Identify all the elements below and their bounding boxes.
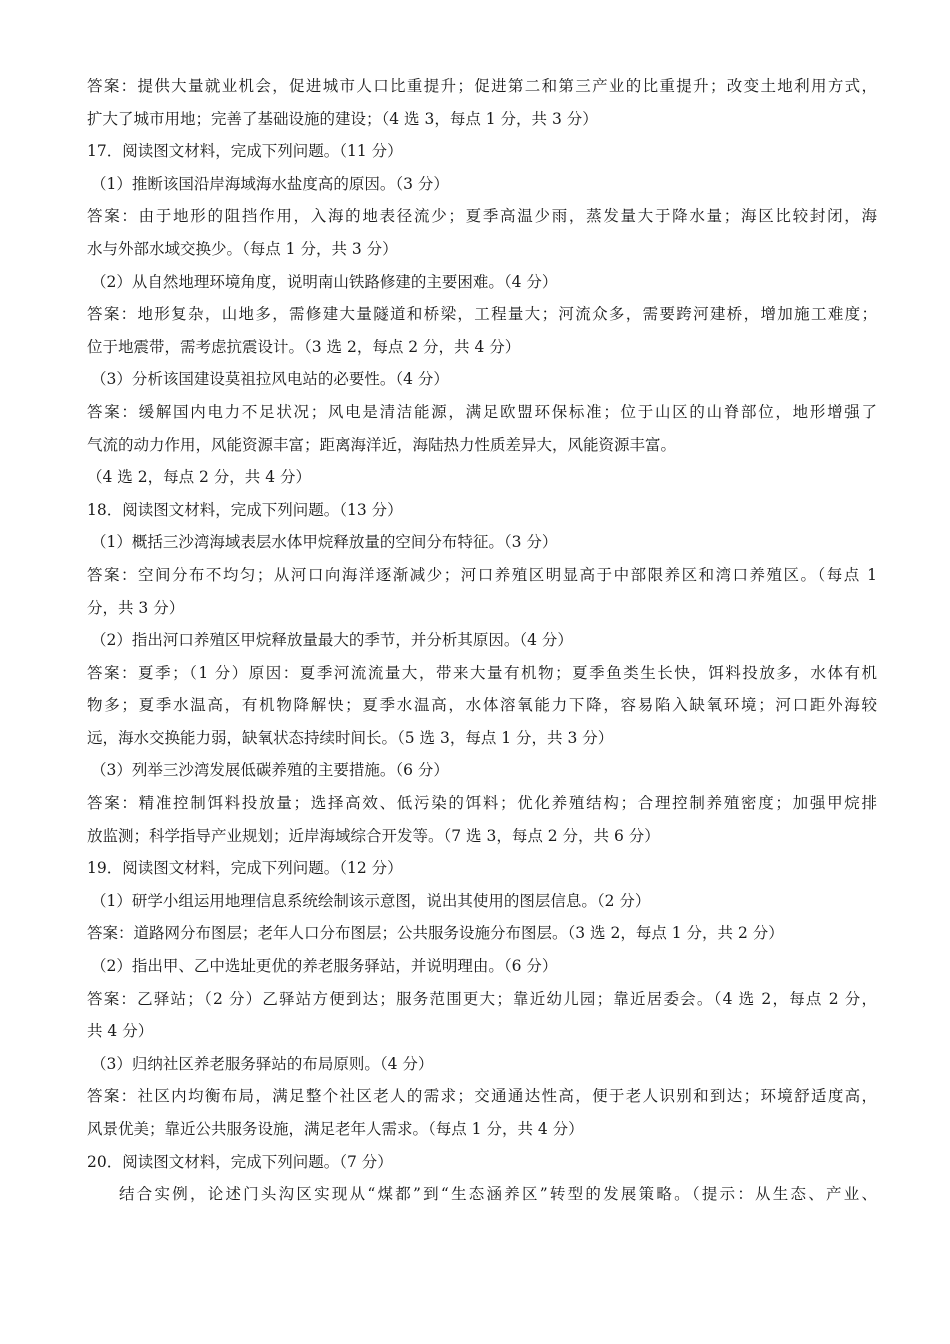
answer-19-2-line-1: 答案：乙驿站；（2 分）乙驿站方便到达；服务范围更大；靠近幼儿园；靠近居委会。（4 选 2，每点 2 分，: [87, 989, 877, 1008]
answer-19-2-line-2: 共 4 分）: [87, 1022, 154, 1041]
answer-18-1-line-2: 分，共 3 分）: [87, 598, 185, 617]
answer-17-3-line-1: 答案：缓解国内电力不足状况；风电是清洁能源，满足欧盟环保标准；位于山区的山脊部位，地形增强了: [87, 402, 877, 421]
answer-16-line-1: 答案：提供大量就业机会，促进城市人口比重提升；促进第二和第三产业的比重提升；改变土地利用方式，: [87, 77, 877, 95]
answer-16-line-2: 扩大了城市用地；完善了基础设施的建设；（4 选 3，每点 1 分，共 3 分）: [87, 109, 598, 128]
question-19-heading: 19．阅读图文材料，完成下列问题。（12 分）: [87, 859, 403, 878]
question-20-prompt: 结合实例，论述门头沟区实现从“煤都”到“生态涵养区”转型的发展策略。（提示：从生态、产业、: [119, 1185, 877, 1204]
answer-19-1: 答案：道路网分布图层；老年人口分布图层；公共服务设施分布图层。（3 选 2，每点 1 分，共 2 分）: [87, 924, 784, 943]
answer-18-2-line-2: 物多；夏季水温高，有机物降解快；夏季水温高，水体溶氧能力下降，容易陷入缺氧环境；河口距外海较: [87, 696, 877, 715]
answer-18-3-line-2: 放监测；科学指导产业规划；近岸海域综合开发等。（7 选 3，每点 2 分，共 6 分）: [87, 826, 660, 845]
question-17-3: （3）分析该国建设莫祖拉风电站的必要性。（4 分）: [91, 370, 449, 389]
answer-17-3-line-2: 气流的动力作用，风能资源丰富；距离海洋近，海陆热力性质差异大，风能资源丰富。: [87, 435, 677, 454]
answer-19-3-line-1: 答案：社区内均衡布局，满足整个社区老人的需求；交通通达性高，便于老人识别和到达；环境舒适度高，: [87, 1087, 877, 1106]
question-17-1: （1）推断该国沿岸海域海水盐度高的原因。（3 分）: [91, 174, 449, 193]
question-19-3: （3）归纳社区养老服务驿站的布局原则。（4 分）: [91, 1054, 434, 1073]
question-18-1: （1）概括三沙湾海域表层水体甲烷释放量的空间分布特征。（3 分）: [91, 533, 558, 552]
answer-17-1-line-1: 答案：由于地形的阻挡作用，入海的地表径流少；夏季高温少雨，蒸发量大于降水量；海区比较封闭，海: [87, 207, 877, 226]
answer-17-3-scoring: （4 选 2，每点 2 分，共 4 分）: [87, 468, 312, 487]
answer-17-2-line-2: 位于地震带，需考虑抗震设计。（3 选 2，每点 2 分，共 4 分）: [87, 337, 521, 356]
question-18-3: （3）列举三沙湾发展低碳养殖的主要措施。（6 分）: [91, 761, 449, 780]
answer-18-2-line-1: 答案：夏季；（1 分）原因：夏季河流流量大，带来大量有机物；夏季鱼类生长快，饵料投放多，水体有机: [87, 663, 877, 682]
question-20-heading: 20．阅读图文材料，完成下列问题。（7 分）: [87, 1152, 393, 1171]
answer-17-1-line-2: 水与外部水域交换少。（每点 1 分，共 3 分）: [87, 239, 398, 258]
question-19-2: （2）指出甲、乙中选址更优的养老服务驿站，并说明理由。（6 分）: [91, 957, 558, 976]
answer-document: [87, 70, 877, 1211]
question-18-2: （2）指出河口养殖区甲烷释放量最大的季节，并分析其原因。（4 分）: [91, 631, 573, 650]
answer-19-3-line-2: 风景优美；靠近公共服务设施，满足老年人需求。（每点 1 分，共 4 分）: [87, 1120, 584, 1138]
answer-18-2-line-3: 远，海水交换能力弱，缺氧状态持续时间长。（5 选 3，每点 1 分，共 3 分）: [87, 728, 614, 747]
question-17-2: （2）从自然地理环境角度，说明南山铁路修建的主要困难。（4 分）: [91, 272, 558, 291]
answer-18-3-line-1: 答案：精准控制饵料投放量；选择高效、低污染的饵料；优化养殖结构；合理控制养殖密度；加强甲烷排: [87, 794, 877, 813]
question-17-heading: 17．阅读图文材料，完成下列问题。（11 分）: [87, 142, 403, 161]
answer-17-2-line-1: 答案：地形复杂，山地多，需修建大量隧道和桥梁，工程量大；河流众多，需要跨河建桥，增加施工难度；: [87, 305, 877, 324]
question-19-1: （1）研学小组运用地理信息系统绘制该示意图，说出其使用的图层信息。（2 分）: [91, 891, 651, 910]
answer-18-1-line-1: 答案：空间分布不均匀；从河口向海洋逐渐减少；河口养殖区明显高于中部限养区和湾口养殖区。（每点 1: [87, 565, 877, 584]
question-18-heading: 18．阅读图文材料，完成下列问题。（13 分）: [87, 500, 403, 519]
